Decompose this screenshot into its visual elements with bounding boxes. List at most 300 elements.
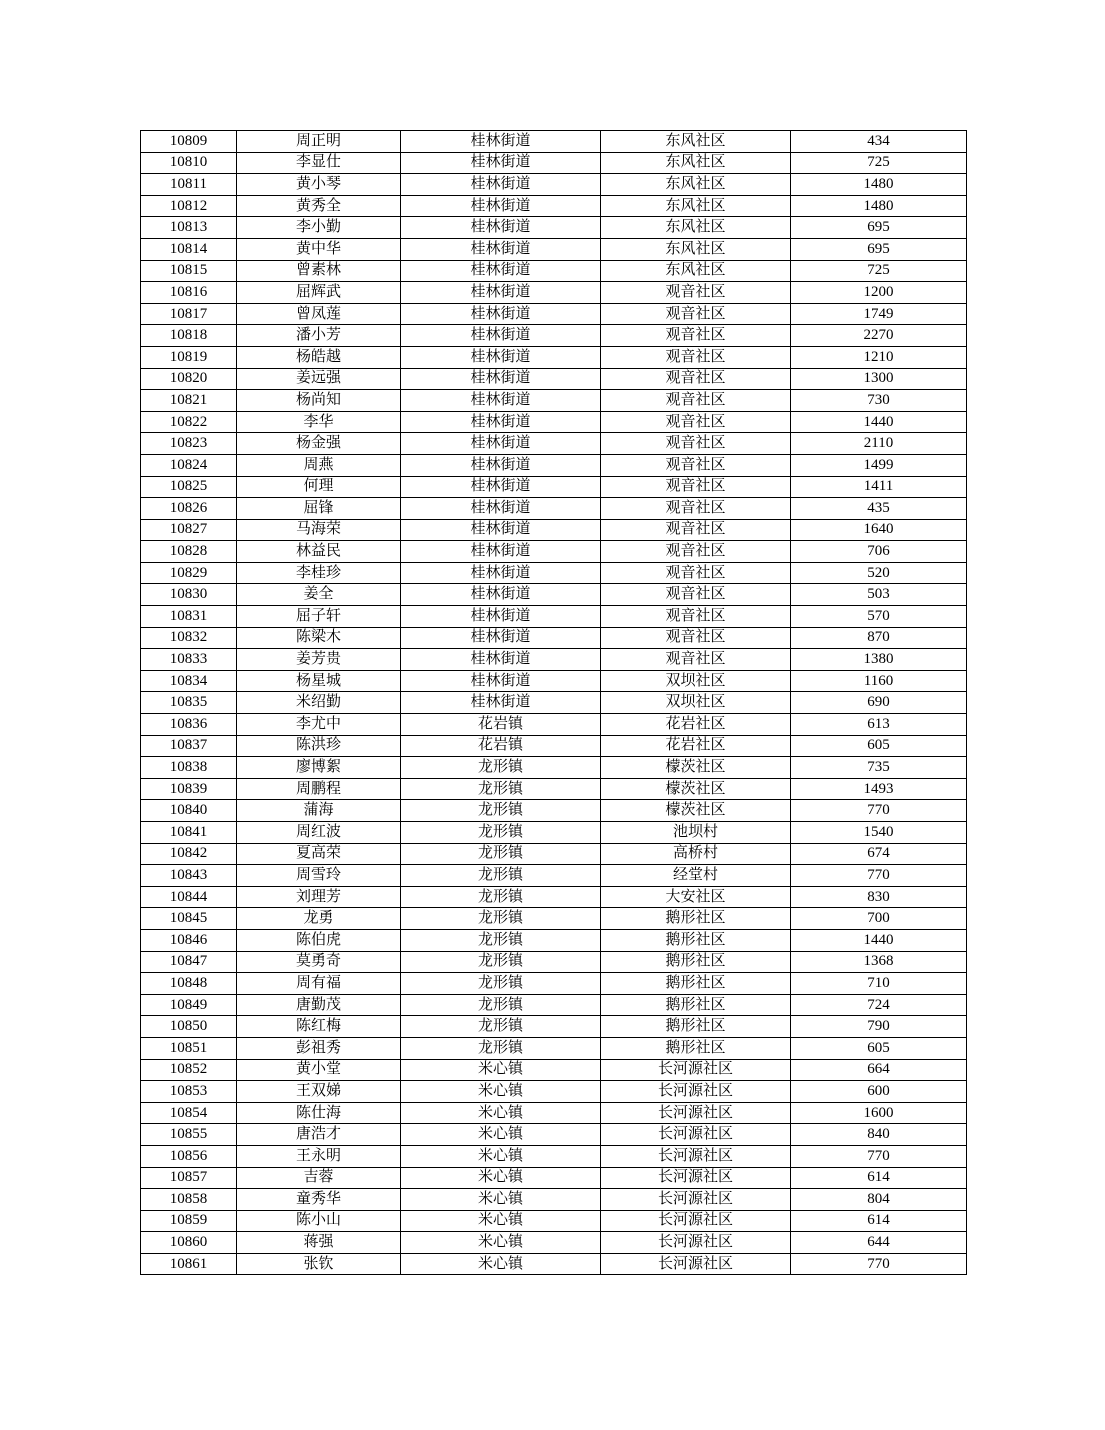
cell-id: 10861 xyxy=(141,1253,237,1275)
cell-id: 10839 xyxy=(141,778,237,800)
cell-community: 观音社区 xyxy=(601,368,791,390)
cell-community: 观音社区 xyxy=(601,433,791,455)
cell-amount: 614 xyxy=(791,1210,967,1232)
cell-street: 桂林街道 xyxy=(401,562,601,584)
table-row xyxy=(141,476,967,498)
table-row xyxy=(141,800,967,822)
cell-amount: 725 xyxy=(791,260,967,282)
cell-amount: 600 xyxy=(791,1081,967,1103)
cell-community: 花岩社区 xyxy=(601,735,791,757)
table-row xyxy=(141,498,967,520)
cell-id: 10857 xyxy=(141,1167,237,1189)
cell-name: 周有福 xyxy=(237,973,401,995)
table-row xyxy=(141,368,967,390)
cell-name: 屈锋 xyxy=(237,498,401,520)
table-row xyxy=(141,195,967,217)
cell-id: 10821 xyxy=(141,390,237,412)
cell-street: 龙形镇 xyxy=(401,822,601,844)
cell-id: 10832 xyxy=(141,627,237,649)
cell-id: 10833 xyxy=(141,649,237,671)
cell-name: 莫勇奇 xyxy=(237,951,401,973)
table-row xyxy=(141,735,967,757)
cell-amount: 503 xyxy=(791,584,967,606)
cell-amount: 570 xyxy=(791,606,967,628)
cell-name: 杨皓越 xyxy=(237,346,401,368)
cell-amount: 700 xyxy=(791,908,967,930)
cell-name: 屈辉武 xyxy=(237,282,401,304)
table-row xyxy=(141,584,967,606)
cell-amount: 690 xyxy=(791,692,967,714)
table-row xyxy=(141,1189,967,1211)
table-row xyxy=(141,454,967,476)
table-row xyxy=(141,1167,967,1189)
cell-id: 10814 xyxy=(141,238,237,260)
cell-street: 桂林街道 xyxy=(401,584,601,606)
cell-amount: 2110 xyxy=(791,433,967,455)
cell-name: 张钦 xyxy=(237,1253,401,1275)
table-row xyxy=(141,346,967,368)
cell-id: 10856 xyxy=(141,1145,237,1167)
cell-amount: 1749 xyxy=(791,303,967,325)
cell-community: 观音社区 xyxy=(601,562,791,584)
table-row xyxy=(141,1059,967,1081)
table-row xyxy=(141,152,967,174)
cell-name: 陈洪珍 xyxy=(237,735,401,757)
cell-name: 曾素林 xyxy=(237,260,401,282)
cell-id: 10860 xyxy=(141,1232,237,1254)
cell-name: 廖博絮 xyxy=(237,757,401,779)
cell-street: 米心镇 xyxy=(401,1167,601,1189)
cell-street: 桂林街道 xyxy=(401,217,601,239)
cell-amount: 770 xyxy=(791,1145,967,1167)
cell-amount: 840 xyxy=(791,1124,967,1146)
cell-community: 长河源社区 xyxy=(601,1124,791,1146)
cell-name: 王永明 xyxy=(237,1145,401,1167)
cell-community: 长河源社区 xyxy=(601,1102,791,1124)
cell-community: 长河源社区 xyxy=(601,1081,791,1103)
cell-community: 观音社区 xyxy=(601,476,791,498)
cell-street: 桂林街道 xyxy=(401,303,601,325)
table-row xyxy=(141,1037,967,1059)
cell-name: 陈仕海 xyxy=(237,1102,401,1124)
cell-id: 10854 xyxy=(141,1102,237,1124)
cell-street: 米心镇 xyxy=(401,1145,601,1167)
cell-id: 10848 xyxy=(141,973,237,995)
cell-id: 10843 xyxy=(141,865,237,887)
cell-community: 东风社区 xyxy=(601,174,791,196)
cell-street: 米心镇 xyxy=(401,1232,601,1254)
cell-street: 花岩镇 xyxy=(401,714,601,736)
cell-amount: 614 xyxy=(791,1167,967,1189)
table-row xyxy=(141,886,967,908)
cell-name: 杨星城 xyxy=(237,670,401,692)
cell-name: 李小勤 xyxy=(237,217,401,239)
cell-id: 10859 xyxy=(141,1210,237,1232)
cell-street: 桂林街道 xyxy=(401,174,601,196)
cell-street: 桂林街道 xyxy=(401,454,601,476)
cell-amount: 695 xyxy=(791,217,967,239)
cell-name: 陈小山 xyxy=(237,1210,401,1232)
cell-id: 10828 xyxy=(141,541,237,563)
cell-id: 10812 xyxy=(141,195,237,217)
records-table xyxy=(140,130,967,1275)
cell-amount: 1440 xyxy=(791,411,967,433)
cell-name: 蒲海 xyxy=(237,800,401,822)
cell-name: 陈梁木 xyxy=(237,627,401,649)
cell-street: 桂林街道 xyxy=(401,670,601,692)
cell-street: 桂林街道 xyxy=(401,433,601,455)
cell-community: 观音社区 xyxy=(601,584,791,606)
cell-name: 何理 xyxy=(237,476,401,498)
cell-id: 10813 xyxy=(141,217,237,239)
cell-community: 鹅形社区 xyxy=(601,929,791,951)
cell-name: 杨尚知 xyxy=(237,390,401,412)
cell-name: 吉蓉 xyxy=(237,1167,401,1189)
table-row xyxy=(141,714,967,736)
cell-id: 10826 xyxy=(141,498,237,520)
table-row xyxy=(141,260,967,282)
cell-street: 桂林街道 xyxy=(401,260,601,282)
cell-id: 10824 xyxy=(141,454,237,476)
table-row xyxy=(141,390,967,412)
cell-name: 李桂珍 xyxy=(237,562,401,584)
cell-name: 李尤中 xyxy=(237,714,401,736)
cell-street: 桂林街道 xyxy=(401,649,601,671)
cell-community: 鹅形社区 xyxy=(601,1016,791,1038)
cell-id: 10844 xyxy=(141,886,237,908)
cell-name: 刘理芳 xyxy=(237,886,401,908)
cell-id: 10840 xyxy=(141,800,237,822)
table-row xyxy=(141,649,967,671)
cell-name: 黄中华 xyxy=(237,238,401,260)
cell-community: 鹅形社区 xyxy=(601,951,791,973)
cell-street: 桂林街道 xyxy=(401,627,601,649)
table-row xyxy=(141,1253,967,1275)
cell-street: 米心镇 xyxy=(401,1059,601,1081)
table-row xyxy=(141,325,967,347)
cell-community: 檬茨社区 xyxy=(601,800,791,822)
cell-amount: 605 xyxy=(791,735,967,757)
table-row xyxy=(141,994,967,1016)
table-row xyxy=(141,1145,967,1167)
cell-id: 10846 xyxy=(141,929,237,951)
cell-community: 东风社区 xyxy=(601,131,791,153)
cell-community: 双坝社区 xyxy=(601,670,791,692)
cell-street: 桂林街道 xyxy=(401,498,601,520)
cell-community: 观音社区 xyxy=(601,346,791,368)
cell-amount: 724 xyxy=(791,994,967,1016)
cell-name: 陈红梅 xyxy=(237,1016,401,1038)
cell-name: 李显仕 xyxy=(237,152,401,174)
cell-name: 林益民 xyxy=(237,541,401,563)
cell-community: 长河源社区 xyxy=(601,1210,791,1232)
table-row xyxy=(141,692,967,714)
cell-amount: 1200 xyxy=(791,282,967,304)
cell-name: 周红波 xyxy=(237,822,401,844)
table-row xyxy=(141,908,967,930)
table-row xyxy=(141,174,967,196)
cell-street: 桂林街道 xyxy=(401,238,601,260)
cell-amount: 1440 xyxy=(791,929,967,951)
cell-amount: 1210 xyxy=(791,346,967,368)
cell-street: 桂林街道 xyxy=(401,195,601,217)
cell-amount: 1480 xyxy=(791,174,967,196)
cell-community: 观音社区 xyxy=(601,411,791,433)
table-row xyxy=(141,519,967,541)
table-row xyxy=(141,433,967,455)
cell-street: 龙形镇 xyxy=(401,843,601,865)
cell-street: 米心镇 xyxy=(401,1081,601,1103)
cell-amount: 730 xyxy=(791,390,967,412)
cell-street: 桂林街道 xyxy=(401,692,601,714)
cell-street: 米心镇 xyxy=(401,1124,601,1146)
cell-street: 桂林街道 xyxy=(401,519,601,541)
cell-id: 10834 xyxy=(141,670,237,692)
cell-id: 10830 xyxy=(141,584,237,606)
cell-id: 10825 xyxy=(141,476,237,498)
cell-street: 桂林街道 xyxy=(401,606,601,628)
cell-amount: 644 xyxy=(791,1232,967,1254)
table-row xyxy=(141,1232,967,1254)
cell-id: 10822 xyxy=(141,411,237,433)
cell-amount: 1160 xyxy=(791,670,967,692)
cell-id: 10842 xyxy=(141,843,237,865)
cell-amount: 830 xyxy=(791,886,967,908)
cell-amount: 770 xyxy=(791,800,967,822)
cell-id: 10818 xyxy=(141,325,237,347)
cell-street: 桂林街道 xyxy=(401,152,601,174)
cell-street: 米心镇 xyxy=(401,1102,601,1124)
table-row xyxy=(141,238,967,260)
cell-name: 姜芳贵 xyxy=(237,649,401,671)
cell-community: 双坝社区 xyxy=(601,692,791,714)
cell-amount: 613 xyxy=(791,714,967,736)
cell-amount: 1480 xyxy=(791,195,967,217)
cell-id: 10823 xyxy=(141,433,237,455)
table-row xyxy=(141,929,967,951)
cell-id: 10809 xyxy=(141,131,237,153)
table-row xyxy=(141,843,967,865)
cell-amount: 710 xyxy=(791,973,967,995)
cell-street: 米心镇 xyxy=(401,1189,601,1211)
cell-amount: 1368 xyxy=(791,951,967,973)
cell-name: 周燕 xyxy=(237,454,401,476)
table-body xyxy=(141,131,967,1275)
cell-id: 10855 xyxy=(141,1124,237,1146)
cell-id: 10810 xyxy=(141,152,237,174)
cell-id: 10837 xyxy=(141,735,237,757)
cell-id: 10858 xyxy=(141,1189,237,1211)
cell-community: 檬茨社区 xyxy=(601,757,791,779)
cell-street: 龙形镇 xyxy=(401,929,601,951)
cell-community: 花岩社区 xyxy=(601,714,791,736)
cell-community: 东风社区 xyxy=(601,152,791,174)
cell-name: 姜全 xyxy=(237,584,401,606)
table-row xyxy=(141,1102,967,1124)
cell-name: 黄秀全 xyxy=(237,195,401,217)
cell-name: 潘小芳 xyxy=(237,325,401,347)
cell-name: 黄小堂 xyxy=(237,1059,401,1081)
cell-street: 龙形镇 xyxy=(401,800,601,822)
cell-community: 观音社区 xyxy=(601,541,791,563)
cell-id: 10817 xyxy=(141,303,237,325)
cell-street: 龙形镇 xyxy=(401,994,601,1016)
table-row xyxy=(141,131,967,153)
cell-id: 10841 xyxy=(141,822,237,844)
cell-name: 陈伯虎 xyxy=(237,929,401,951)
cell-community: 鹅形社区 xyxy=(601,908,791,930)
table-row xyxy=(141,562,967,584)
cell-street: 桂林街道 xyxy=(401,346,601,368)
cell-community: 长河源社区 xyxy=(601,1059,791,1081)
cell-name: 曾凤莲 xyxy=(237,303,401,325)
cell-amount: 804 xyxy=(791,1189,967,1211)
cell-amount: 1493 xyxy=(791,778,967,800)
cell-community: 观音社区 xyxy=(601,606,791,628)
cell-name: 彭祖秀 xyxy=(237,1037,401,1059)
cell-amount: 605 xyxy=(791,1037,967,1059)
cell-amount: 435 xyxy=(791,498,967,520)
cell-amount: 674 xyxy=(791,843,967,865)
cell-community: 鹅形社区 xyxy=(601,994,791,1016)
cell-community: 鹅形社区 xyxy=(601,973,791,995)
cell-amount: 1411 xyxy=(791,476,967,498)
cell-name: 米绍勤 xyxy=(237,692,401,714)
cell-community: 大安社区 xyxy=(601,886,791,908)
cell-community: 东风社区 xyxy=(601,260,791,282)
cell-amount: 706 xyxy=(791,541,967,563)
cell-community: 长河源社区 xyxy=(601,1253,791,1275)
cell-name: 杨金强 xyxy=(237,433,401,455)
cell-id: 10819 xyxy=(141,346,237,368)
cell-community: 长河源社区 xyxy=(601,1145,791,1167)
cell-id: 10847 xyxy=(141,951,237,973)
cell-community: 东风社区 xyxy=(601,238,791,260)
cell-name: 夏高荣 xyxy=(237,843,401,865)
cell-street: 桂林街道 xyxy=(401,325,601,347)
cell-id: 10851 xyxy=(141,1037,237,1059)
cell-name: 唐浩才 xyxy=(237,1124,401,1146)
cell-community: 东风社区 xyxy=(601,217,791,239)
table-row xyxy=(141,973,967,995)
cell-name: 童秀华 xyxy=(237,1189,401,1211)
cell-community: 观音社区 xyxy=(601,498,791,520)
cell-id: 10836 xyxy=(141,714,237,736)
table-row xyxy=(141,778,967,800)
cell-name: 姜远强 xyxy=(237,368,401,390)
cell-street: 桂林街道 xyxy=(401,411,601,433)
table-row xyxy=(141,757,967,779)
cell-street: 桂林街道 xyxy=(401,368,601,390)
table-row xyxy=(141,1016,967,1038)
cell-community: 观音社区 xyxy=(601,303,791,325)
cell-community: 观音社区 xyxy=(601,390,791,412)
cell-community: 长河源社区 xyxy=(601,1232,791,1254)
table-row xyxy=(141,670,967,692)
table-row xyxy=(141,411,967,433)
cell-amount: 2270 xyxy=(791,325,967,347)
cell-name: 马海荣 xyxy=(237,519,401,541)
cell-amount: 870 xyxy=(791,627,967,649)
cell-street: 米心镇 xyxy=(401,1210,601,1232)
cell-amount: 1540 xyxy=(791,822,967,844)
cell-id: 10849 xyxy=(141,994,237,1016)
cell-community: 檬茨社区 xyxy=(601,778,791,800)
cell-street: 龙形镇 xyxy=(401,1037,601,1059)
cell-amount: 695 xyxy=(791,238,967,260)
cell-name: 周正明 xyxy=(237,131,401,153)
table-row xyxy=(141,282,967,304)
cell-id: 10850 xyxy=(141,1016,237,1038)
cell-id: 10829 xyxy=(141,562,237,584)
cell-amount: 735 xyxy=(791,757,967,779)
cell-street: 花岩镇 xyxy=(401,735,601,757)
cell-community: 观音社区 xyxy=(601,519,791,541)
cell-amount: 520 xyxy=(791,562,967,584)
cell-name: 龙勇 xyxy=(237,908,401,930)
table-row xyxy=(141,541,967,563)
cell-street: 桂林街道 xyxy=(401,541,601,563)
cell-id: 10827 xyxy=(141,519,237,541)
table-row xyxy=(141,1081,967,1103)
table-row xyxy=(141,951,967,973)
cell-name: 周鹏程 xyxy=(237,778,401,800)
cell-community: 池坝村 xyxy=(601,822,791,844)
cell-amount: 664 xyxy=(791,1059,967,1081)
cell-street: 龙形镇 xyxy=(401,973,601,995)
cell-amount: 770 xyxy=(791,865,967,887)
cell-amount: 1640 xyxy=(791,519,967,541)
cell-community: 鹅形社区 xyxy=(601,1037,791,1059)
cell-street: 龙形镇 xyxy=(401,1016,601,1038)
cell-street: 龙形镇 xyxy=(401,908,601,930)
cell-amount: 1300 xyxy=(791,368,967,390)
cell-id: 10853 xyxy=(141,1081,237,1103)
cell-id: 10831 xyxy=(141,606,237,628)
cell-street: 龙形镇 xyxy=(401,951,601,973)
cell-street: 桂林街道 xyxy=(401,131,601,153)
table-row xyxy=(141,1210,967,1232)
cell-community: 观音社区 xyxy=(601,282,791,304)
cell-community: 高桥村 xyxy=(601,843,791,865)
cell-name: 李华 xyxy=(237,411,401,433)
cell-amount: 1380 xyxy=(791,649,967,671)
cell-amount: 790 xyxy=(791,1016,967,1038)
cell-community: 观音社区 xyxy=(601,649,791,671)
cell-id: 10816 xyxy=(141,282,237,304)
cell-community: 长河源社区 xyxy=(601,1189,791,1211)
cell-community: 观音社区 xyxy=(601,454,791,476)
cell-amount: 434 xyxy=(791,131,967,153)
cell-name: 黄小琴 xyxy=(237,174,401,196)
table-row xyxy=(141,865,967,887)
cell-street: 桂林街道 xyxy=(401,390,601,412)
table-row xyxy=(141,217,967,239)
cell-community: 东风社区 xyxy=(601,195,791,217)
cell-community: 观音社区 xyxy=(601,627,791,649)
table-row xyxy=(141,606,967,628)
table-row xyxy=(141,627,967,649)
table-row xyxy=(141,303,967,325)
cell-street: 龙形镇 xyxy=(401,757,601,779)
cell-id: 10815 xyxy=(141,260,237,282)
cell-street: 桂林街道 xyxy=(401,282,601,304)
cell-id: 10811 xyxy=(141,174,237,196)
cell-street: 桂林街道 xyxy=(401,476,601,498)
cell-community: 经堂村 xyxy=(601,865,791,887)
cell-name: 蒋强 xyxy=(237,1232,401,1254)
cell-id: 10838 xyxy=(141,757,237,779)
